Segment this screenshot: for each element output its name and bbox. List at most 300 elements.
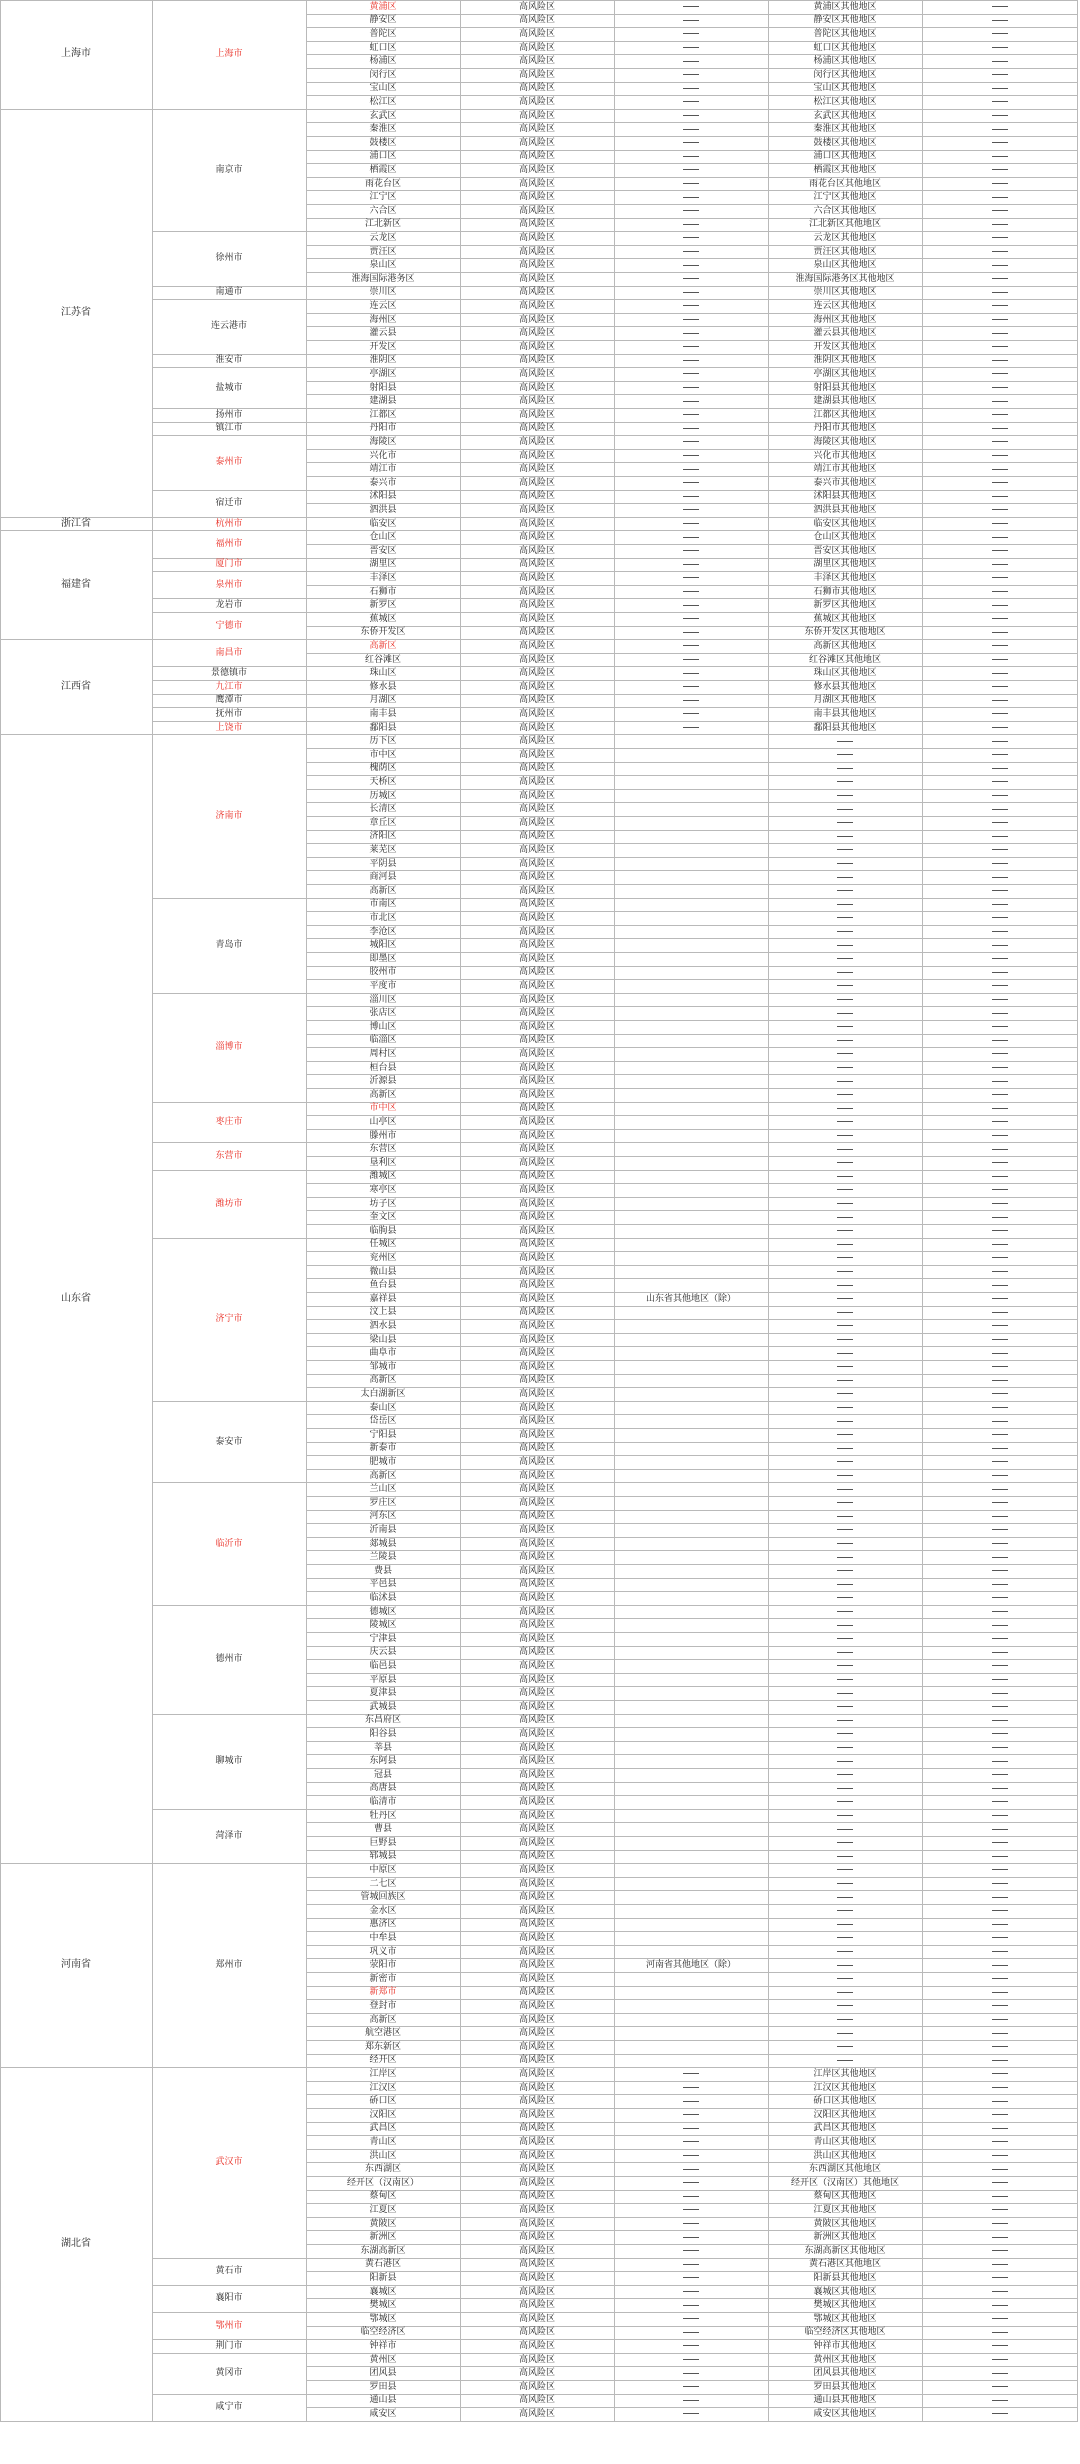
dash-cell xyxy=(922,2353,1078,2367)
dash-cell xyxy=(922,394,1078,408)
district-name: 修水县 xyxy=(369,681,397,692)
dash-cell xyxy=(922,925,1078,939)
district-name: 宝山区 xyxy=(369,83,397,94)
dash-cell xyxy=(922,1238,1078,1252)
dash-cell xyxy=(922,721,1078,735)
district-name: 航空港区 xyxy=(364,2028,401,2039)
risk-level: 高风险区 xyxy=(518,409,555,420)
risk-level: 高风险区 xyxy=(518,2000,555,2011)
district-name: 蕉城区 xyxy=(369,613,397,624)
dash-cell xyxy=(768,1265,922,1279)
dash-cell xyxy=(922,2026,1078,2040)
dash-cell xyxy=(922,1469,1078,1483)
risk-level: 高风险区 xyxy=(518,613,555,624)
district-name: 商河县 xyxy=(369,872,397,883)
district-name: 灌云县 xyxy=(369,328,397,339)
dash-cell xyxy=(768,952,922,966)
district-name: 德城区 xyxy=(369,1606,397,1617)
city-name: 泉州市 xyxy=(215,579,243,590)
district-name: 费县 xyxy=(373,1565,392,1576)
dash-cell xyxy=(768,1442,922,1456)
risk-level: 高风险区 xyxy=(518,1552,555,1563)
district-name: 曹县 xyxy=(373,1824,392,1835)
dash-cell xyxy=(922,1129,1078,1143)
district-name: 桓台县 xyxy=(369,1062,397,1073)
dash-cell xyxy=(768,2040,922,2054)
district-name: 开发区 xyxy=(369,341,397,352)
district-name: 钟祥市 xyxy=(369,2340,397,2351)
district-name: 江北新区 xyxy=(364,219,401,230)
dash-cell xyxy=(922,1319,1078,1333)
dash-cell xyxy=(768,1972,922,1986)
risk-level: 高风险区 xyxy=(518,1225,555,1236)
dash-cell xyxy=(614,190,768,204)
city-name: 杭州市 xyxy=(215,518,243,529)
dash-cell xyxy=(922,1156,1078,1170)
city-name: 龙岩市 xyxy=(215,600,243,611)
dash-cell xyxy=(768,1836,922,1850)
district-name: 垦利区 xyxy=(369,1157,397,1168)
dash-cell xyxy=(614,476,768,490)
district-name: 海陵区 xyxy=(369,436,397,447)
dash-cell xyxy=(922,1863,1078,1877)
risk-level: 高风险区 xyxy=(518,436,555,447)
risk-level: 高风险区 xyxy=(518,736,555,747)
dash-cell xyxy=(768,1945,922,1959)
dash-cell xyxy=(768,1754,922,1768)
dash-cell xyxy=(922,435,1078,449)
risk-level: 高风险区 xyxy=(518,1932,555,1943)
other-area: 团风县其他地区 xyxy=(813,2368,877,2379)
dash-cell xyxy=(614,694,768,708)
dash-cell xyxy=(768,938,922,952)
dash-cell xyxy=(922,449,1078,463)
district-name: 兰陵县 xyxy=(369,1552,397,1563)
other-area: 临空经济区其他地区 xyxy=(804,2327,886,2338)
risk-level: 高风险区 xyxy=(518,2340,555,2351)
dash-cell xyxy=(922,2067,1078,2081)
dash-cell xyxy=(614,2149,768,2163)
grid-line xyxy=(922,0,923,2421)
risk-level: 高风险区 xyxy=(518,899,555,910)
dash-cell xyxy=(768,1224,922,1238)
other-area: 泉山区其他地区 xyxy=(813,260,877,271)
dash-cell xyxy=(768,1618,922,1632)
province-name: 浙江省 xyxy=(61,517,91,529)
dash-cell xyxy=(614,177,768,191)
district-name: 仓山区 xyxy=(369,532,397,543)
dash-cell xyxy=(922,653,1078,667)
dash-cell xyxy=(922,993,1078,1007)
dash-cell xyxy=(922,408,1078,422)
risk-level: 高风险区 xyxy=(518,912,555,923)
district-name: 晋安区 xyxy=(369,545,397,556)
dash-cell xyxy=(922,1591,1078,1605)
district-name: 寒亭区 xyxy=(369,1184,397,1195)
province-name: 河南省 xyxy=(61,1959,91,1971)
risk-level: 高风险区 xyxy=(518,450,555,461)
risk-level: 高风险区 xyxy=(518,953,555,964)
other-area: 青山区其他地区 xyxy=(813,2136,877,2147)
dash-cell xyxy=(614,150,768,164)
grid-line xyxy=(306,0,307,2421)
dash-cell xyxy=(922,2366,1078,2380)
district-name: 浦口区 xyxy=(369,151,397,162)
other-area: 黄陂区其他地区 xyxy=(813,2218,877,2229)
city-name: 宿迁市 xyxy=(215,498,243,509)
other-area: 襄城区其他地区 xyxy=(813,2286,877,2297)
risk-level: 高风险区 xyxy=(518,2136,555,2147)
other-area: 灌云县其他地区 xyxy=(813,328,877,339)
city-name: 黄石市 xyxy=(215,2266,243,2277)
dash-cell xyxy=(614,326,768,340)
risk-level: 高风险区 xyxy=(518,246,555,257)
dash-cell xyxy=(922,54,1078,68)
dash-cell xyxy=(922,354,1078,368)
risk-level: 高风险区 xyxy=(518,1484,555,1495)
district-name: 武昌区 xyxy=(369,2123,397,2134)
risk-level: 高风险区 xyxy=(518,872,555,883)
district-name: 亭湖区 xyxy=(369,368,397,379)
district-name: 河东区 xyxy=(369,1511,397,1522)
district-name: 淮海国际港务区 xyxy=(351,273,415,284)
risk-level: 高风险区 xyxy=(518,708,555,719)
city-name: 济宁市 xyxy=(215,1314,243,1325)
dash-cell xyxy=(922,830,1078,844)
risk-level: 高风险区 xyxy=(518,1443,555,1454)
district-name: 蔡甸区 xyxy=(369,2191,397,2202)
risk-level: 高风险区 xyxy=(518,341,555,352)
district-name: 武城县 xyxy=(369,1701,397,1712)
district-name: 团风县 xyxy=(369,2368,397,2379)
city-name: 南昌市 xyxy=(215,647,243,658)
other-area: 贾汪区其他地区 xyxy=(813,246,877,257)
risk-level: 高风险区 xyxy=(518,56,555,67)
city-name: 连云港市 xyxy=(210,321,247,332)
risk-level: 高风险区 xyxy=(518,2082,555,2093)
other-area: 杨浦区其他地区 xyxy=(813,56,877,67)
grid-line xyxy=(0,0,1078,1)
dash-cell xyxy=(922,530,1078,544)
district-name: 松江区 xyxy=(369,96,397,107)
dash-cell xyxy=(768,925,922,939)
district-name: 兰山区 xyxy=(369,1484,397,1495)
other-area: 静安区其他地区 xyxy=(813,15,877,26)
city-name: 淮安市 xyxy=(215,355,243,366)
risk-level: 高风险区 xyxy=(518,232,555,243)
district-name: 郓城县 xyxy=(369,1851,397,1862)
risk-level: 高风险区 xyxy=(518,1946,555,1957)
district-name: 青山区 xyxy=(369,2136,397,2147)
dash-cell xyxy=(768,1360,922,1374)
dash-cell xyxy=(922,122,1078,136)
other-area: 经开区（汉南区）其他地区 xyxy=(790,2177,899,2188)
dash-cell xyxy=(922,2203,1078,2217)
dash-cell xyxy=(922,68,1078,82)
dash-cell xyxy=(922,626,1078,640)
dash-cell xyxy=(922,1795,1078,1809)
dash-cell xyxy=(768,775,922,789)
district-name: 章丘区 xyxy=(369,817,397,828)
dash-cell xyxy=(922,381,1078,395)
risk-level: 高风险区 xyxy=(518,28,555,39)
risk-level: 高风险区 xyxy=(518,844,555,855)
district-name: 嘉祥县 xyxy=(369,1293,397,1304)
other-area: 沭阳县其他地区 xyxy=(813,491,877,502)
risk-level: 高风险区 xyxy=(518,205,555,216)
dash-cell xyxy=(614,41,768,55)
district-name: 黄陂区 xyxy=(369,2218,397,2229)
risk-level: 高风险区 xyxy=(518,178,555,189)
province-name: 上海市 xyxy=(61,48,91,60)
risk-level: 高风险区 xyxy=(518,1647,555,1658)
other-area: 秦淮区其他地区 xyxy=(813,124,877,135)
other-area: 东湖高新区其他地区 xyxy=(804,2245,886,2256)
other-area: 仓山区其他地区 xyxy=(813,532,877,543)
dash-cell xyxy=(614,231,768,245)
dash-cell xyxy=(922,1292,1078,1306)
dash-cell xyxy=(768,1809,922,1823)
dash-cell xyxy=(768,762,922,776)
dash-cell xyxy=(768,1088,922,1102)
dash-cell xyxy=(614,517,768,531)
city-name: 南通市 xyxy=(215,287,243,298)
district-name: 微山县 xyxy=(369,1266,397,1277)
dash-cell xyxy=(922,762,1078,776)
risk-level: 高风险区 xyxy=(518,1851,555,1862)
district-name: 襄城区 xyxy=(369,2286,397,2297)
dash-cell xyxy=(614,2258,768,2272)
other-area: 江都区其他地区 xyxy=(813,409,877,420)
dash-cell xyxy=(768,884,922,898)
dash-cell xyxy=(768,1102,922,1116)
dash-cell xyxy=(922,0,1078,14)
district-name: 历下区 xyxy=(369,736,397,747)
dash-cell xyxy=(922,2394,1078,2408)
district-name: 月湖区 xyxy=(369,695,397,706)
district-name: 樊城区 xyxy=(369,2300,397,2311)
risk-level: 高风险区 xyxy=(518,1728,555,1739)
city-name: 鄂州市 xyxy=(215,2320,243,2331)
dash-cell xyxy=(922,1754,1078,1768)
risk-level: 高风险区 xyxy=(518,1171,555,1182)
risk-level: 高风险区 xyxy=(518,1239,555,1250)
other-area: 新罗区其他地区 xyxy=(813,600,877,611)
other-area: 六合区其他地区 xyxy=(813,205,877,216)
dash-cell xyxy=(922,1999,1078,2013)
dash-cell xyxy=(922,2135,1078,2149)
dash-cell xyxy=(922,1945,1078,1959)
risk-level: 高风险区 xyxy=(518,790,555,801)
district-name: 玄武区 xyxy=(369,110,397,121)
dash-cell xyxy=(922,1401,1078,1415)
risk-level: 高风险区 xyxy=(518,1715,555,1726)
dash-cell xyxy=(768,1074,922,1088)
risk-level: 高风险区 xyxy=(518,477,555,488)
city-name: 鹰潭市 xyxy=(215,695,243,706)
other-area: 南丰县其他地区 xyxy=(813,708,877,719)
city-name: 德州市 xyxy=(215,1654,243,1665)
dash-cell xyxy=(614,2244,768,2258)
city-name: 聊城市 xyxy=(215,1756,243,1767)
dash-cell xyxy=(614,2353,768,2367)
district-name: 淄川区 xyxy=(369,994,397,1005)
risk-level: 高风险区 xyxy=(518,2150,555,2161)
risk-level: 高风险区 xyxy=(518,137,555,148)
other-area: 蔡甸区其他地区 xyxy=(813,2191,877,2202)
dash-cell xyxy=(614,313,768,327)
dash-cell xyxy=(614,163,768,177)
risk-level: 高风险区 xyxy=(518,1416,555,1427)
dash-cell xyxy=(922,707,1078,721)
dash-cell xyxy=(614,544,768,558)
dash-cell xyxy=(922,911,1078,925)
dash-cell xyxy=(922,490,1078,504)
dash-cell xyxy=(768,911,922,925)
district-name: 二七区 xyxy=(369,1878,397,1889)
dash-cell xyxy=(922,2230,1078,2244)
dash-cell xyxy=(922,802,1078,816)
dash-cell xyxy=(768,1822,922,1836)
dash-cell xyxy=(922,639,1078,653)
dash-cell xyxy=(614,54,768,68)
dash-cell xyxy=(768,857,922,871)
dash-cell xyxy=(922,1306,1078,1320)
risk-level: 高风险区 xyxy=(518,151,555,162)
dash-cell xyxy=(922,95,1078,109)
dash-cell xyxy=(922,2339,1078,2353)
risk-level: 高风险区 xyxy=(518,940,555,951)
dash-cell xyxy=(922,979,1078,993)
dash-cell xyxy=(768,830,922,844)
district-name: 罗庄区 xyxy=(369,1497,397,1508)
dash-cell xyxy=(768,1591,922,1605)
dash-cell xyxy=(922,2285,1078,2299)
grid-line xyxy=(768,0,769,2421)
grid-line xyxy=(0,2421,1078,2422)
risk-level: 高风险区 xyxy=(518,1973,555,1984)
risk-level: 高风险区 xyxy=(518,1810,555,1821)
dash-cell xyxy=(614,490,768,504)
district-name: 市中区 xyxy=(369,749,397,760)
other-area: 汉阳区其他地区 xyxy=(813,2109,877,2120)
other-area: 黄州区其他地区 xyxy=(813,2354,877,2365)
dash-cell xyxy=(768,1510,922,1524)
district-name: 泗水县 xyxy=(369,1320,397,1331)
dash-cell xyxy=(922,1088,1078,1102)
dash-cell xyxy=(614,449,768,463)
dash-cell xyxy=(614,2094,768,2108)
risk-level: 高风险区 xyxy=(518,2041,555,2052)
dash-cell xyxy=(768,1034,922,1048)
dash-cell xyxy=(614,666,768,680)
district-name: 夏津县 xyxy=(369,1688,397,1699)
risk-level: 高风险区 xyxy=(518,681,555,692)
district-name: 市南区 xyxy=(369,899,397,910)
dash-cell xyxy=(922,558,1078,572)
district-name: 新罗区 xyxy=(369,600,397,611)
district-name: 高唐县 xyxy=(369,1783,397,1794)
dash-cell xyxy=(614,2162,768,2176)
dash-cell xyxy=(922,1523,1078,1537)
other-area: 蕉城区其他地区 xyxy=(813,613,877,624)
dash-cell xyxy=(768,1537,922,1551)
other-area: 东侨开发区其他地区 xyxy=(804,627,886,638)
other-area: 亭湖区其他地区 xyxy=(813,368,877,379)
grid-line xyxy=(152,0,153,2421)
district-name: 岱岳区 xyxy=(369,1416,397,1427)
dash-cell xyxy=(614,558,768,572)
dash-cell xyxy=(922,1510,1078,1524)
dash-cell xyxy=(922,1727,1078,1741)
dash-cell xyxy=(922,1741,1078,1755)
other-area: 黄石港区其他地区 xyxy=(808,2259,881,2270)
dash-cell xyxy=(922,2176,1078,2190)
dash-cell xyxy=(922,1210,1078,1224)
dash-cell xyxy=(922,2380,1078,2394)
dash-cell xyxy=(768,1931,922,1945)
risk-level: 高风险区 xyxy=(518,42,555,53)
dash-cell xyxy=(922,1414,1078,1428)
dash-cell xyxy=(922,1346,1078,1360)
dash-cell xyxy=(614,2339,768,2353)
dash-cell xyxy=(768,1986,922,2000)
risk-level: 高风险区 xyxy=(518,1361,555,1372)
district-name: 济阳区 xyxy=(369,831,397,842)
district-name: 罗田县 xyxy=(369,2381,397,2392)
risk-level: 高风险区 xyxy=(518,858,555,869)
dash-cell xyxy=(768,966,922,980)
district-name: 珠山区 xyxy=(369,668,397,679)
risk-level: 高风险区 xyxy=(518,804,555,815)
dash-cell xyxy=(768,1047,922,1061)
risk-level: 高风险区 xyxy=(518,423,555,434)
risk-level: 高风险区 xyxy=(518,355,555,366)
other-area: 建湖县其他地区 xyxy=(813,396,877,407)
dash-cell xyxy=(922,82,1078,96)
risk-level: 高风险区 xyxy=(518,1796,555,1807)
district-name: 任城区 xyxy=(369,1239,397,1250)
dash-cell xyxy=(768,979,922,993)
district-name: 高新区 xyxy=(369,1089,397,1100)
district-name: 通山县 xyxy=(369,2395,397,2406)
risk-level: 高风险区 xyxy=(518,1633,555,1644)
dash-cell xyxy=(922,150,1078,164)
dash-cell xyxy=(768,1795,922,1809)
dash-cell xyxy=(922,1659,1078,1673)
dash-cell xyxy=(614,2312,768,2326)
risk-level: 高风险区 xyxy=(518,219,555,230)
risk-level: 高风险区 xyxy=(518,2028,555,2039)
dash-cell xyxy=(614,585,768,599)
district-name: 阳新县 xyxy=(369,2272,397,2283)
dash-cell xyxy=(614,653,768,667)
district-name: 贾汪区 xyxy=(369,246,397,257)
dash-cell xyxy=(922,1034,1078,1048)
district-name: 泗洪县 xyxy=(369,504,397,515)
risk-level: 高风险区 xyxy=(518,1103,555,1114)
district-name: 临朐县 xyxy=(369,1225,397,1236)
risk-level: 高风险区 xyxy=(518,1144,555,1155)
district-name: 新泰市 xyxy=(369,1443,397,1454)
district-name: 沭阳县 xyxy=(369,491,397,502)
dash-cell xyxy=(768,1918,922,1932)
district-name: 牡丹区 xyxy=(369,1810,397,1821)
risk-level: 高风险区 xyxy=(518,559,555,570)
dash-cell xyxy=(614,680,768,694)
city-name: 潍坊市 xyxy=(215,1198,243,1209)
dash-cell xyxy=(922,163,1078,177)
